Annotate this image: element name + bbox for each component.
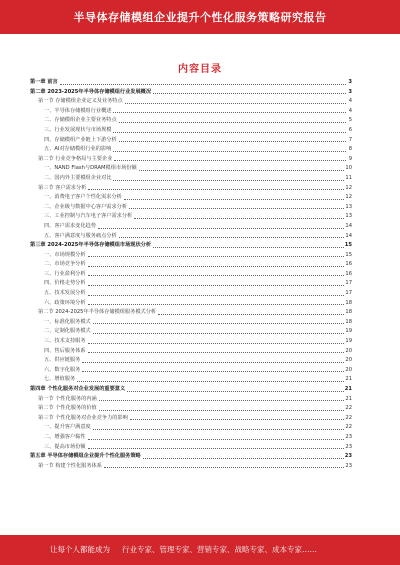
toc-leader-dots: [88, 289, 345, 296]
toc-entry[interactable]: [30, 88, 352, 98]
toc-entry[interactable]: [30, 155, 352, 165]
toc-entry[interactable]: [30, 203, 352, 213]
toc-entry[interactable]: [30, 385, 352, 395]
toc-entry[interactable]: [30, 356, 352, 366]
toc-entry[interactable]: [30, 337, 352, 347]
toc-page-number: 8: [348, 146, 352, 153]
toc-entry[interactable]: [30, 279, 352, 289]
toc-leader-dots: [158, 308, 344, 315]
toc-page-number: 20: [345, 347, 352, 354]
toc-leader-dots: [82, 366, 344, 373]
toc-page-number: 18: [345, 318, 352, 325]
toc-page-number: 18: [345, 309, 352, 316]
toc-entry[interactable]: [30, 404, 352, 414]
toc-leader-dots: [88, 443, 345, 450]
report-title: 半导体存储模组企业提升个性化服务策略研究报告: [73, 11, 327, 24]
toc-leader-dots: [134, 212, 344, 219]
toc-title: 内容目录: [178, 64, 222, 75]
toc-entry-text: 二、国内外主要模组企业对比: [44, 174, 112, 181]
toc-entry[interactable]: [30, 193, 352, 203]
toc-page-number: 14: [345, 232, 352, 239]
toc-leader-dots: [60, 78, 346, 85]
toc-leader-dots: [125, 97, 346, 104]
toc-leader-dots: [114, 155, 346, 162]
toc-entry-text: 第四章 个性化服务对企业发展的重要意义: [30, 386, 126, 392]
toc-entry[interactable]: [30, 289, 352, 299]
report-header-bar: [0, 0, 400, 34]
toc-page-number: 21: [344, 386, 352, 392]
toc-page-number: 12: [345, 184, 352, 191]
toc-entry-text: 六、数字化服务: [44, 366, 81, 373]
toc-page-number: 13: [345, 203, 352, 210]
toc-entry[interactable]: [30, 232, 352, 242]
toc-entry-text: 二、定制化服务模式: [44, 328, 91, 335]
toc-leader-dots: [88, 251, 345, 258]
footer-slogan: 让每个人都能成为: [50, 545, 110, 554]
toc-leader-dots: [93, 318, 345, 325]
table-of-contents: [30, 78, 352, 471]
toc-entry-text: 二、企业级与数据中心客户需求分析: [44, 203, 128, 210]
toc-leader-dots: [153, 88, 346, 95]
toc-leader-dots: [104, 462, 344, 469]
toc-page-number: 19: [345, 338, 352, 345]
toc-entry-text: 第一节 存储模组企业定义及业务特点: [38, 98, 123, 105]
toc-entry[interactable]: [30, 443, 352, 453]
toc-entry[interactable]: [30, 97, 352, 107]
toc-entry[interactable]: [30, 299, 352, 309]
toc-entry-text: 五、客户满意度与服务痛点分析: [44, 232, 117, 239]
toc-entry[interactable]: [30, 327, 352, 337]
toc-entry-text: 三、行业发展现状与市场规模: [44, 126, 112, 133]
toc-page-number: 21: [345, 395, 352, 402]
toc-page-number: 15: [345, 251, 352, 258]
toc-entry-text: 第二节 个性化服务的价值: [38, 405, 97, 412]
toc-page-number: 15: [344, 242, 352, 249]
toc-leader-dots: [153, 241, 344, 248]
toc-page-number: 19: [345, 328, 352, 335]
toc-entry-text: 一、标准化服务模式: [44, 318, 91, 325]
toc-leader-dots: [113, 174, 344, 181]
toc-page-number: 20: [345, 357, 352, 364]
toc-entry-text: 第二节 2024-2025年半导体存储模组服务模式分析: [38, 309, 157, 316]
toc-entry-text: 四、客户需求变化趋势: [44, 222, 96, 229]
toc-entry[interactable]: [30, 366, 352, 376]
toc-entry-text: 二、市场竞争分析: [44, 261, 86, 268]
toc-entry-text: 三、技术支持服务: [44, 338, 86, 345]
toc-entry-text: 三、工业控制与汽车电子客户需求分析: [44, 213, 133, 220]
toc-entry-text: 五、供应链服务: [44, 357, 81, 364]
toc-entry[interactable]: [30, 241, 352, 251]
toc-entry-text: 第一节 构建个性化服务体系: [38, 462, 102, 469]
toc-leader-dots: [88, 299, 345, 306]
toc-entry-text: 一、消费电子客户个性化需求分析: [44, 194, 122, 201]
toc-leader-dots: [77, 375, 344, 382]
toc-page-number: 23: [345, 462, 352, 469]
toc-entry-text: 五、技术发展分析: [44, 290, 86, 297]
toc-entry-text: 第三节 个性化服务对企业竞争力的影响: [38, 414, 128, 421]
toc-page-number: 23: [345, 433, 352, 440]
toc-leader-dots: [130, 414, 345, 421]
toc-entry[interactable]: [30, 452, 352, 462]
toc-page-number: 4: [348, 107, 352, 114]
toc-page-number: 3: [348, 79, 352, 85]
toc-page-number: 22: [345, 424, 352, 431]
toc-leader-dots: [129, 203, 344, 210]
toc-leader-dots: [113, 107, 346, 114]
toc-entry[interactable]: [30, 260, 352, 270]
toc-leader-dots: [139, 164, 345, 171]
toc-page-number: 17: [345, 280, 352, 287]
footer-roles: 行业专家、管理专家、营销专家、战略专家、成本专家……: [122, 545, 317, 554]
toc-entry-text: 六、政策环境分析: [44, 299, 86, 306]
toc-leader-dots: [93, 423, 345, 430]
toc-page-number: 17: [345, 290, 352, 297]
toc-entry[interactable]: [30, 375, 352, 385]
toc-entry[interactable]: [30, 116, 352, 126]
toc-leader-dots: [143, 452, 344, 459]
toc-leader-dots: [88, 337, 345, 344]
toc-page-number: 22: [345, 414, 352, 421]
toc-entry-text: 一、半导体存储模组行业概述: [44, 107, 112, 114]
toc-leader-dots: [88, 260, 345, 267]
toc-page-number: 10: [345, 165, 352, 172]
toc-page-number: 23: [345, 443, 352, 450]
toc-entry-text: 第二章 2023-2025年半导体存储模组行业发展概况: [30, 88, 152, 95]
toc-page-number: 13: [345, 213, 352, 220]
toc-page-number: 18: [345, 299, 352, 306]
toc-entry[interactable]: [30, 308, 352, 318]
toc-leader-dots: [127, 385, 344, 392]
toc-leader-dots: [99, 404, 345, 411]
toc-entry-text: 第三节 客户需求分析: [38, 184, 87, 191]
toc-entry[interactable]: [30, 251, 352, 261]
toc-leader-dots: [99, 395, 345, 402]
toc-page-number: 6: [348, 126, 352, 133]
toc-page-number: 5: [348, 117, 352, 124]
toc-entry[interactable]: [30, 395, 352, 405]
toc-leader-dots: [93, 327, 345, 334]
toc-entry-text: 一、提升客户满意度: [44, 424, 91, 431]
toc-page-number: 14: [345, 222, 352, 229]
toc-leader-dots: [119, 232, 345, 239]
toc-entry-text: 四、存储模组产业链上下游分析: [44, 136, 117, 143]
toc-entry-text: 一、NAND Flash与DRAM模组市场份额: [44, 165, 137, 172]
toc-page-number: 3: [348, 88, 352, 95]
toc-page-number: 20: [345, 366, 352, 373]
toc-entry[interactable]: [30, 423, 352, 433]
toc-leader-dots: [98, 222, 345, 229]
toc-page-number: 21: [345, 376, 352, 383]
toc-entry[interactable]: [30, 212, 352, 222]
toc-page-number: 12: [345, 194, 352, 201]
toc-entry-text: 三、提高市场份额: [44, 443, 86, 450]
toc-entry[interactable]: [30, 164, 352, 174]
toc-entry-text: 第三章 2024-2025年半导体存储模组市场现状分析: [30, 242, 152, 249]
toc-leader-dots: [124, 193, 345, 200]
toc-leader-dots: [88, 433, 345, 440]
toc-entry[interactable]: [30, 107, 352, 117]
toc-entry[interactable]: [30, 462, 352, 472]
toc-entry[interactable]: [30, 184, 352, 194]
toc-entry[interactable]: [30, 174, 352, 184]
toc-leader-dots: [88, 184, 344, 191]
toc-leader-dots: [119, 116, 346, 123]
toc-entry[interactable]: [30, 270, 352, 280]
toc-entry[interactable]: [30, 318, 352, 328]
toc-leader-dots: [88, 347, 345, 354]
toc-entry[interactable]: [30, 414, 352, 424]
toc-entry-text: 四、售后服务体系: [44, 347, 86, 354]
toc-entry-text: 二、存储模组企业主要业务特点: [44, 117, 117, 124]
toc-page-number: 11: [345, 174, 352, 181]
toc-entry[interactable]: [30, 222, 352, 232]
toc-entry[interactable]: [30, 78, 352, 88]
toc-entry-text: 第五章 半导体存储模组企业提升个性化服务策略: [30, 453, 141, 460]
toc-page-number: 22: [345, 405, 352, 412]
toc-page-number: 9: [348, 155, 352, 162]
toc-page-number: 4: [348, 98, 352, 105]
toc-entry-text: 第二节 行业竞争格局与主要企业: [38, 155, 113, 162]
toc-entry-text: 四、价格走势分析: [44, 280, 86, 287]
toc-leader-dots: [88, 279, 345, 286]
footer-bar: [0, 535, 400, 565]
toc-page-number: 16: [345, 261, 352, 268]
toc-entry-text: 二、增强客户黏性: [44, 433, 86, 440]
toc-entry[interactable]: [30, 433, 352, 443]
toc-leader-dots: [88, 270, 345, 277]
toc-entry-text: 三、行业盈利分析: [44, 270, 86, 277]
toc-entry[interactable]: [30, 145, 352, 155]
toc-entry-text: 第一节 个性化服务的内涵: [38, 395, 97, 402]
toc-entry-text: 第一章 前言: [30, 79, 58, 85]
toc-entry[interactable]: [30, 136, 352, 146]
toc-entry-text: 七、增值服务: [44, 376, 76, 383]
toc-leader-dots: [113, 145, 346, 152]
toc-entry-text: 一、市场规模分析: [44, 251, 86, 258]
toc-entry-text: 五、AI对存储模组行业的影响: [44, 146, 112, 153]
toc-entry[interactable]: [30, 126, 352, 136]
toc-leader-dots: [119, 136, 346, 143]
toc-page-number: 23: [344, 453, 352, 460]
toc-page-number: 7: [348, 136, 352, 143]
toc-page-number: 16: [345, 270, 352, 277]
toc-entry[interactable]: [30, 347, 352, 357]
toc-leader-dots: [113, 126, 346, 133]
toc-leader-dots: [82, 356, 344, 363]
